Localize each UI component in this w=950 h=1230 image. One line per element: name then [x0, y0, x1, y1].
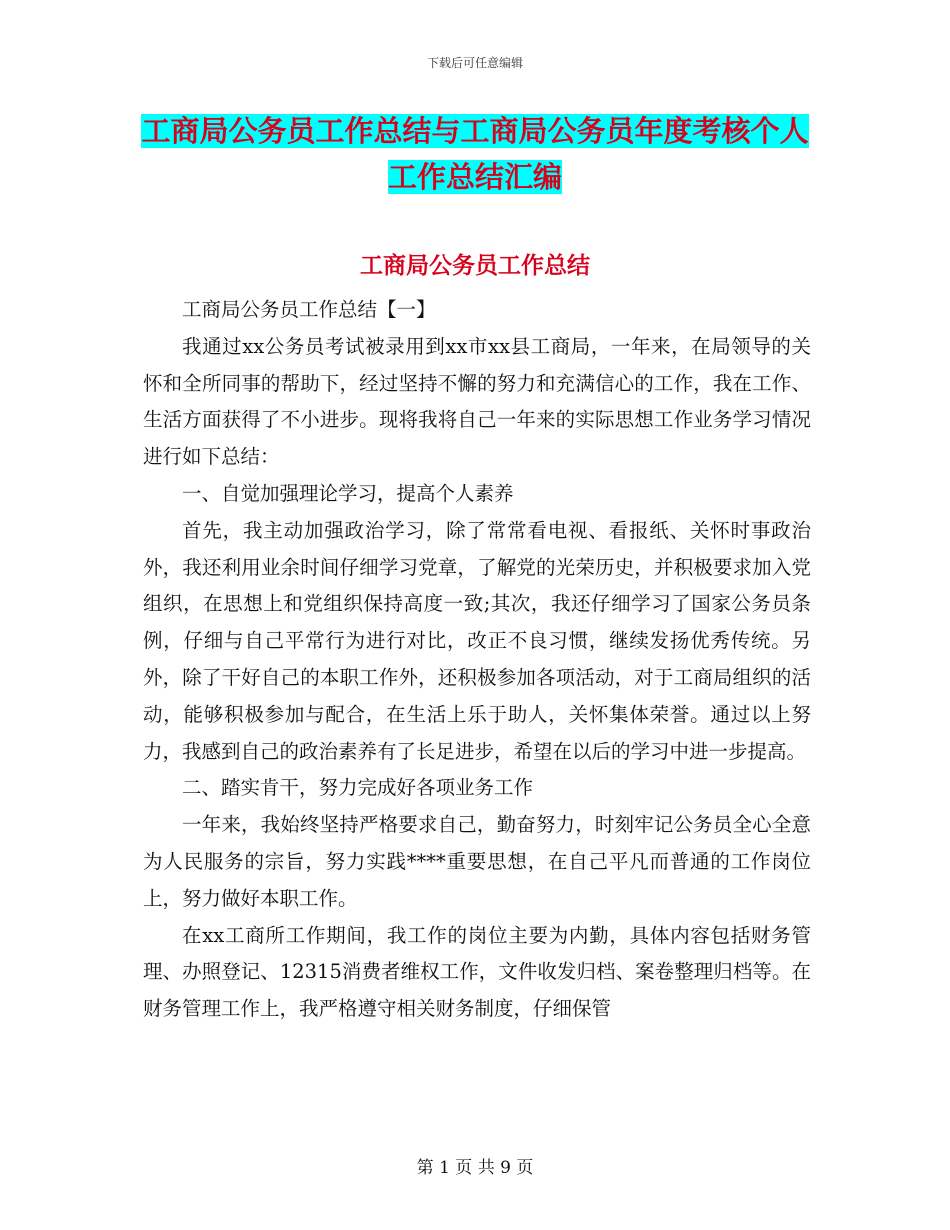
body-paragraph: 首先，我主动加强政治学习，除了常常看电视、看报纸、关怀时事政治外，我还利用业余时间仔细学习党章，了解党的光荣历史，并积极要求加入党组织，在思想上和党组织保持高度一致;其次，我还仔细学习了国家公务员条例，仔细与自己平常行为进行对比，改正不良习惯，继续发扬优秀传统。另外，除了干好自己的本职工作外，还积极参加各项活动，对于工商局组织的活动，能够积极参加与配合，在生活上乐于助人，关怀集体荣誉。通过以上努力，我感到自己的政治素养有了长足进步，希望在以后的学习中进一步提高。 [143, 518, 811, 763]
document-title-line-2: 工作总结汇编 [387, 160, 562, 194]
subheading-theory-study: 一、自觉加强理论学习，提高个人素养 [182, 481, 514, 505]
subheading-part-one: 工商局公务员工作总结【一】 [182, 298, 436, 321]
document-title [0, 108, 950, 200]
header-note: 下载后可任意编辑 [426, 56, 523, 70]
body-paragraph: 在xx工商所工作期间，我工作的岗位主要为内勤，具体内容包括财务管理、办照登记、12315消费者维权工作，文件收发归档、案卷整理归档等。在财务管理工作上，我严格遵守相关财务制度，仔细保管 [143, 923, 811, 1021]
page-number-footer: 第 1 页 共 9 页 [416, 1158, 534, 1178]
document-title-line-1: 工商局公务员工作总结与工商局公务员年度考核个人 [141, 114, 809, 148]
subheading-work-duties: 二、踏实肯干，努力完成好各项业务工作 [182, 776, 534, 800]
section-title: 工商局公务员工作总结 [360, 253, 590, 279]
body-paragraph: 我通过xx公务员考试被录用到xx市xx县工商局，一年来，在局领导的关怀和全所同事的帮助下，经过坚持不懈的努力和充满信心的工作，我在工作、生活方面获得了不小进步。现将我将自己一年来的实际思想工作业务学习情况进行如下总结： [143, 334, 811, 469]
body-paragraph: 一年来，我始终坚持严格要求自己，勤奋努力，时刻牢记公务员全心全意为人民服务的宗旨，努力实践****重要思想，在自己平凡而普通的工作岗位上，努力做好本职工作。 [143, 813, 811, 910]
document-body [143, 292, 811, 1028]
